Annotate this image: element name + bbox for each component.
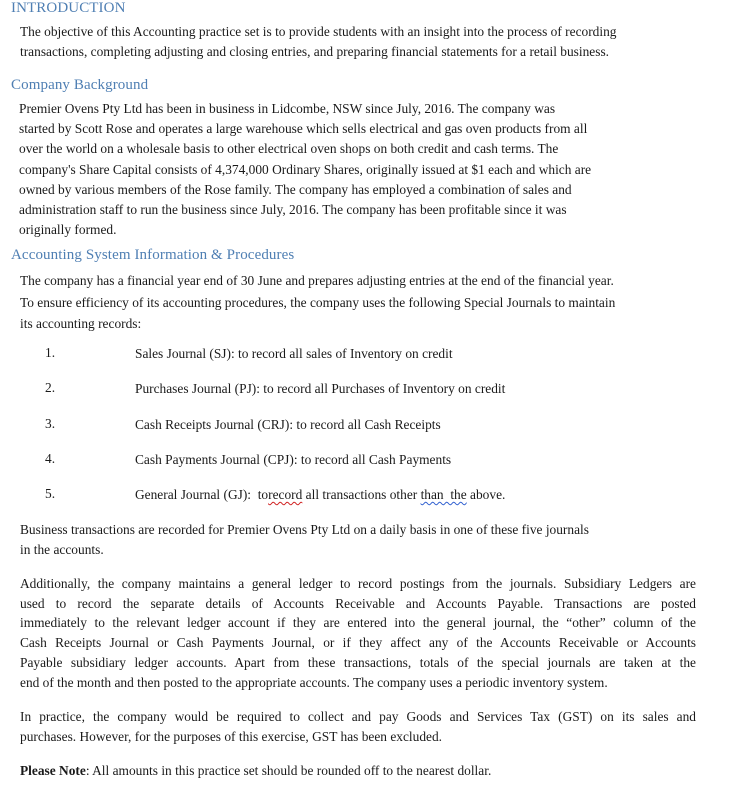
- list-item: Purchases Journal (PJ): to record all Purchases of Inventory on credit: [135, 381, 506, 396]
- list-item-part: above.: [466, 487, 506, 502]
- system-line: To ensure efficiency of its accounting procedures, the company uses the following Special Journals to maintain: [20, 294, 616, 310]
- background-line: Premier Ovens Pty Ltd has been in business in Lidcombe, NSW since July, 2016. The company was: [19, 101, 556, 116]
- please-note: [20, 761, 720, 781]
- after-list-paragraph: [20, 520, 720, 560]
- intro-heading: INTRODUCTION: [11, 0, 126, 16]
- list-item: [135, 487, 505, 503]
- gst-paragraph: [20, 707, 696, 747]
- list-item: Sales Journal (SJ): to record all sales of Inventory on credit: [135, 346, 453, 361]
- system-paragraph: [20, 270, 720, 335]
- list-item: Cash Receipts Journal (CRJ): to record all Cash Receipts: [135, 417, 441, 432]
- ledger-line: Cash Receipts Journal or Cash Payments Journal, or if they affect any of the Accounts Receivable or Accounts: [20, 635, 696, 651]
- background-line: administration staff to run the business since July, 2016. The company has been profitable since it was: [19, 202, 567, 218]
- gst-line: purchases. However, for the purposes of this exercise, GST has been excluded.: [20, 729, 443, 744]
- grammar-check-phrase: than the: [420, 487, 467, 502]
- background-line: company's Share Capital consists of 4,374,000 Ordinary Shares, originally issued at $1 each and which are: [19, 161, 592, 177]
- gst-line: In practice, the company would be required to collect and pay Goods and Services Tax (GST) on its sales and: [20, 709, 696, 724]
- intro-paragraph: [20, 22, 696, 62]
- list-number: 2.: [45, 380, 56, 395]
- ledger-line: used to record the separate details of Accounts Receivable and Accounts Payable. Transactions are posted: [20, 595, 696, 611]
- list-number: 5.: [45, 486, 56, 501]
- list-number: 4.: [45, 451, 56, 466]
- list-number: 3.: [45, 416, 56, 431]
- ledger-line: immediately to the relevant ledger account if they are entered into the general journal, the “other” column of the: [20, 615, 696, 631]
- background-line: over the world on a wholesale basis to other electrical oven shops on both credit and cash terms. The: [19, 141, 559, 157]
- ledger-line: end of the month and then posted to the appropriate accounts. The company uses a periodic inventory system.: [20, 674, 608, 690]
- after-list-line: in the accounts.: [20, 542, 104, 557]
- intro-line: The objective of this Accounting practice set is to provide students with an insight into the process of recording: [20, 24, 617, 39]
- ledger-paragraph: [20, 574, 696, 692]
- system-line: The company has a financial year end of 30 June and prepares adjusting entries at the end of the financial year.: [20, 273, 614, 288]
- spellcheck-word: record: [268, 487, 303, 502]
- list-item-part: General Journal (GJ): to: [135, 487, 269, 502]
- after-list-line: Business transactions are recorded for Premier Ovens Pty Ltd on a daily basis in one of these five journals: [20, 522, 589, 537]
- background-line: started by Scott Rose and operates a large warehouse which sells electrical and gas oven products from all: [19, 121, 588, 137]
- background-heading: Company Background: [11, 77, 149, 93]
- background-line: owned by various members of the Rose family. The company has employed a combination of sales and: [19, 181, 572, 197]
- ledger-line: Payable subsidiary ledger accounts. Apart from these transactions, totals of the special journals are taken at the: [20, 654, 696, 670]
- list-number: 1.: [45, 345, 56, 360]
- system-heading: Accounting System Information & Procedures: [11, 247, 295, 263]
- background-line: originally formed.: [19, 222, 117, 238]
- ledger-line: Additionally, the company maintains a general ledger to record postings from the journals. Subsidiary Ledgers are: [20, 576, 696, 591]
- intro-line: transactions, completing adjusting and closing entries, and preparing financial statements for a retail business.: [20, 44, 610, 59]
- please-note-label: Please Note: [20, 763, 86, 778]
- system-line: its accounting records:: [20, 316, 142, 331]
- list-item: Cash Payments Journal (CPJ): to record all Cash Payments: [135, 452, 452, 467]
- list-item-part: all transactions other: [302, 487, 421, 502]
- background-paragraph: [19, 99, 709, 240]
- please-note-text: : All amounts in this practice set should be rounded off to the nearest dollar.: [85, 763, 492, 778]
